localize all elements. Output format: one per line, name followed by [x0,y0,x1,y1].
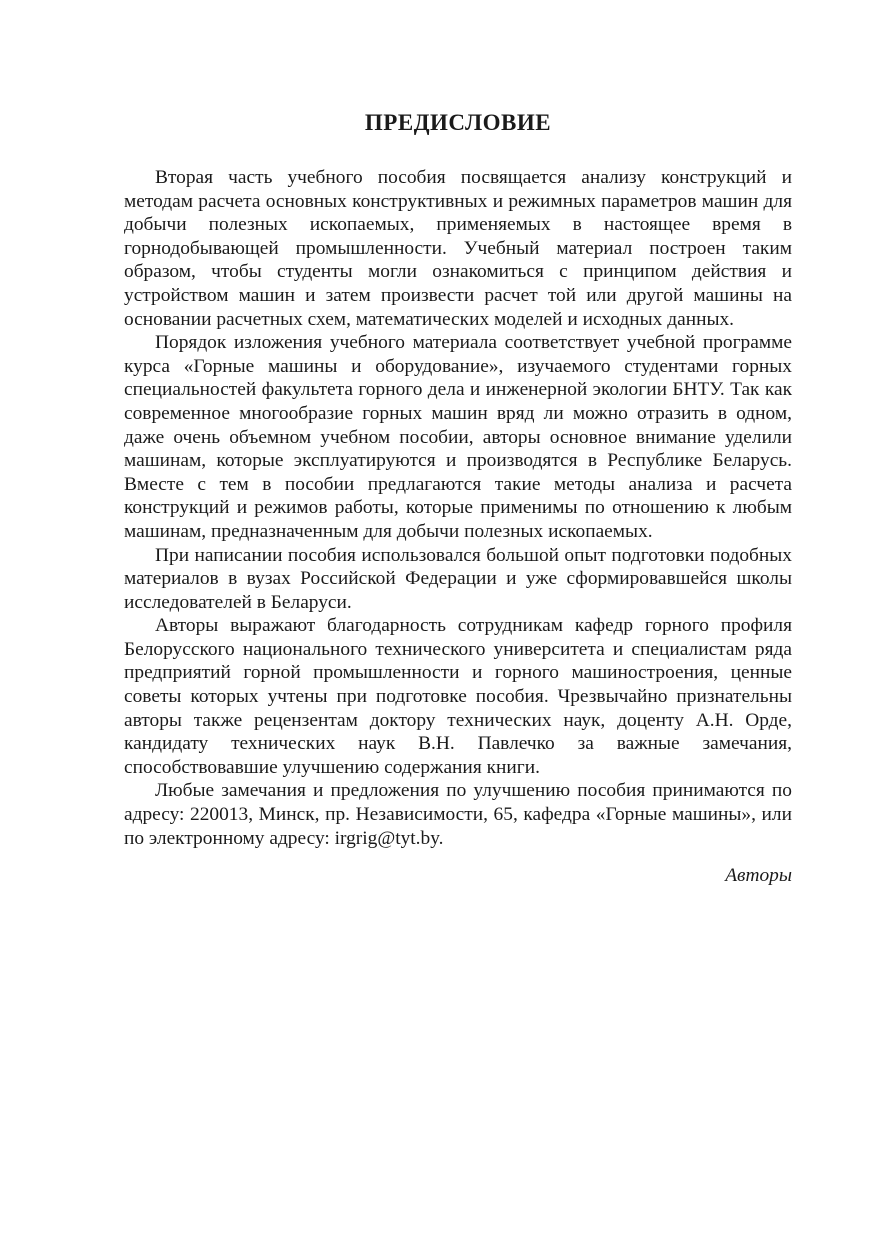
paragraph-3: При написании пособия использовался большой опыт подготовки подобных материалов в вузах Российской Федерации и уже сформировавшейся школы исследователей в Беларуси. [124,544,792,613]
paragraph-5: Любые замечания и предложения по улучшению пособия принимаются по адресу: 220013, Минск, пр. Независимости, 65, кафедра «Горные машины», или по электронному адресу: irgrig@tyt.by. [124,780,792,849]
page-title: ПРЕДИСЛОВИЕ [364,110,552,135]
preface-content [124,108,792,888]
authors-signature: Авторы [725,865,792,887]
paragraph-2: Порядок изложения учебного материала соответствует учебной программе курса «Горные машины и оборудование», изучаемого студентами горных специальностей факультета горного дела и инженерной экологии БНТУ. Так как современное многообразие горных машин вряд ли можно отразить в одном, даже очень объемном учебном пособии, авторы основное внимание уделили машинам, которые эксплуатируются и производятся в Республике Беларусь. Вместе с тем в пособии предлагаются такие методы анализа и расчета конструкций и режимов работы, которые применимы по отношению к любым машинам, предназначенным для добычи полезных ископаемых. [124,332,792,542]
paragraph-4: Авторы выражают благодарность сотрудникам кафедр горного профиля Белорусского национального технического университета и специалистам ряда предприятий горной промышленности и горного машиностроения, ценные советы которых учтены при подготовке пособия. Чрезвычайно признательны авторы также рецензентам доктору технических наук, доценту А.Н. Орде, кандидату технических наук В.Н. Павлечко за важные замечания, способствовавшие улучшению содержания книги. [124,615,792,778]
paragraph-1: Вторая часть учебного пособия посвящается анализу конструкций и методам расчета основных конструктивных и режимных параметров машин для добычи полезных ископаемых, применяемых в настоящее время в горнодобывающей промышленности. Учебный материал построен таким образом, чтобы студенты могли ознакомиться с принципом действия и устройством машин и затем произвести расчет той или другой машины на основании расчетных схем, математических моделей и исходных данных. [124,167,792,330]
